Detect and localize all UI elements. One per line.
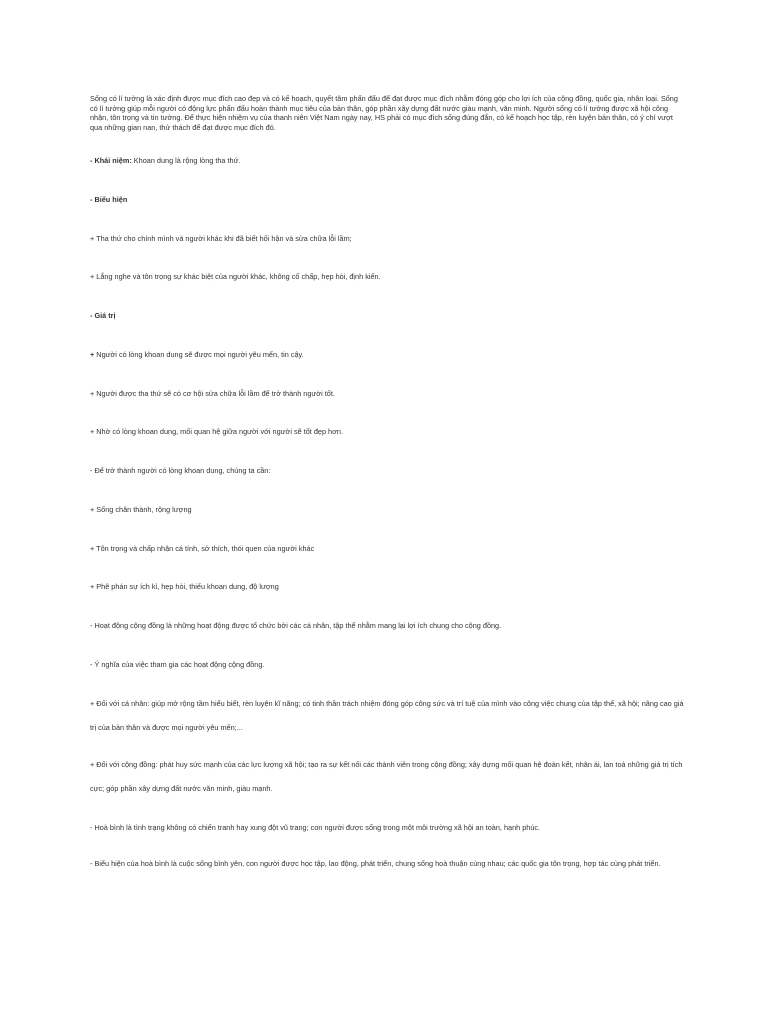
manifestation-heading: - Biểu hiện	[90, 195, 128, 204]
community-definition: - Hoạt động cộng đồng là những hoạt động được tổ chức bởi các cá nhân, tập thể nhằm mang lại lợi ích chung cho cộng đồng.	[90, 621, 502, 630]
peace-manifestation: - Biểu hiện của hoà bình là cuộc sống bình yên, con người được học tập, lao động, phát triển, chung sống hoà thuận cùng nhau; các quốc gia tôn trọng, hợp tác cùng phát triển.	[90, 859, 661, 868]
manifestation-item: + Lắng nghe và tôn trọng sự khác biệt của người khác, không cố chấp, hẹp hòi, định kiến.	[90, 272, 381, 281]
intro-paragraph: Sống có lí tưởng là xác định được mục đích cao đẹp và có kế hoạch, quyết tâm phấn đấu để đạt được mục đích nhằm đóng góp cho lợi ích của cộng đồng, quốc gia, nhân loại. Sống có lí tưởng giúp mỗi người có động lực phấn đấu hoàn thành mục tiêu của bản thân, góp phần xây dựng đất nước giàu mạnh, văn minh. Người sống có lí tưởng được xã hội công nhận, tôn trọng và tin tưởng. Để thực hiện nhiệm vụ của thanh niên Việt Nam ngày nay, HS phải có mục đích sống đúng đắn, có kế hoạch học tập, rèn luyện bản thân, có ý chí vượt qua những gian nan, thử thách để đạt được mục đích đó.	[90, 94, 678, 132]
concept-text: Khoan dung là rộng lòng tha thứ.	[131, 156, 241, 165]
value-bullet: +	[90, 350, 95, 359]
community-personal: + Đối với cá nhân: giúp mở rộng tầm hiểu biết, rèn luyện kĩ năng; có tinh thần trách nhiệm đóng góp công sức và trí tuệ của mình vào công việc chung của tập thể, xã hội; nâng cao giá trị của bản thân và được mọi người yêu mến;...	[90, 699, 684, 732]
concept-label: - Khái niệm:	[90, 156, 132, 165]
community-meaning: - Ý nghĩa của việc tham gia các hoạt động cộng đồng.	[90, 660, 265, 669]
become-item: + Sống chân thành, rộng lượng	[90, 505, 192, 514]
value-item: + Người được tha thứ sẽ có cơ hội sửa chữa lỗi lầm để trở thành người tốt.	[90, 389, 335, 398]
manifestation-item: + Tha thứ cho chính mình và người khác khi đã biết hối hận và sửa chữa lỗi lầm;	[90, 234, 352, 243]
become-item: + Tôn trọng và chấp nhận cá tính, sở thích, thói quen của người khác	[90, 544, 315, 553]
concept-line	[90, 156, 690, 166]
value-item	[90, 350, 690, 360]
intro-block	[90, 94, 680, 132]
value-heading: - Giá trị	[90, 311, 116, 320]
become-intro: - Để trở thành người có lòng khoan dung, chúng ta cần:	[90, 466, 271, 475]
value-item: + Nhờ có lòng khoan dung, mối quan hệ giữa người với người sẽ tốt đẹp hơn.	[90, 427, 343, 436]
become-item: + Phê phán sự ích kỉ, hẹp hòi, thiếu khoan dung, độ lượng	[90, 582, 279, 591]
value-text: Người có lòng khoan dung sẽ được mọi người yêu mến, tin cậy.	[94, 350, 304, 359]
community-society: + Đối với cộng đồng: phát huy sức mạnh của các lực lượng xã hội; tạo ra sự kết nối các thành viên trong cộng đồng; xây dựng mối quan hệ đoàn kết, nhân ái, lan toả những giá trị tích cực; góp phần xây dựng đất nước văn minh, giàu mạnh.	[90, 760, 683, 793]
peace-definition: - Hoà bình là tình trạng không có chiến tranh hay xung đột vũ trang; con người được sống trong một môi trường xã hội an toàn, hạnh phúc.	[90, 823, 541, 832]
